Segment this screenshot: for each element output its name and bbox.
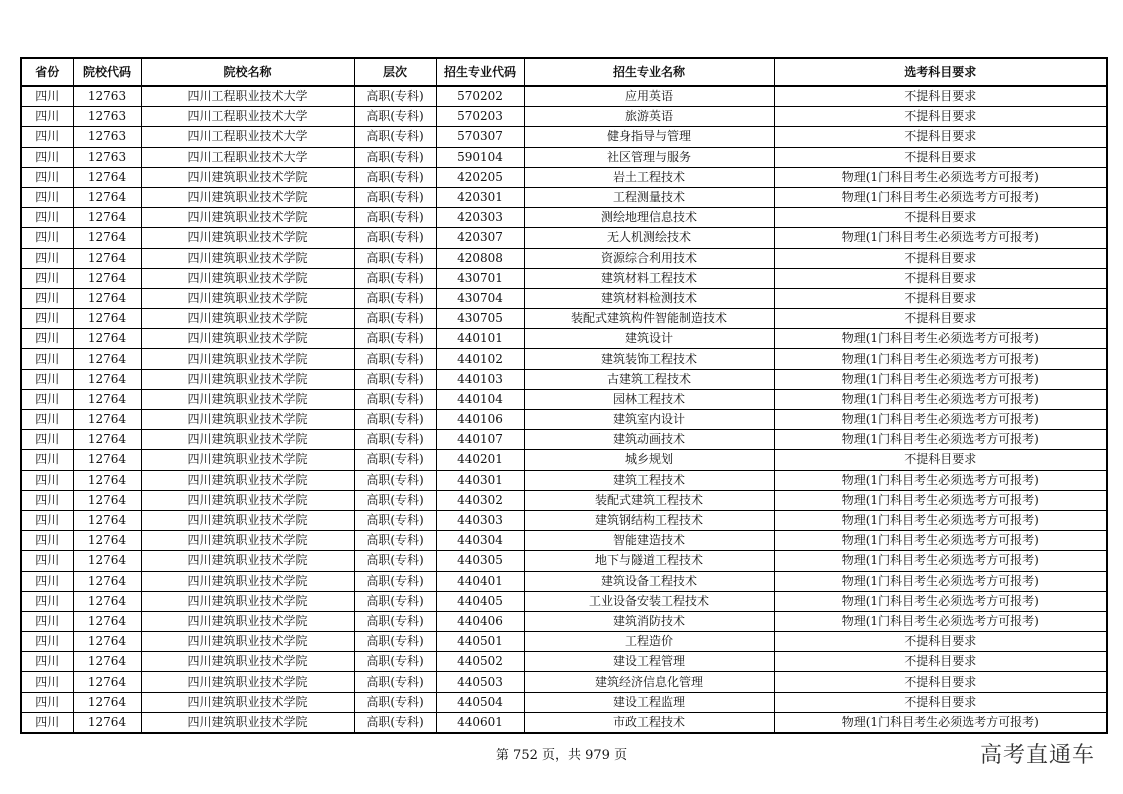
cell-province: 四川 (21, 510, 73, 530)
cell-school-code: 12764 (73, 692, 141, 712)
cell-subject-requirement: 物理(1门科目考生必须选考方可报考) (774, 167, 1107, 187)
cell-school-code: 12764 (73, 531, 141, 551)
cell-school-code: 12764 (73, 450, 141, 470)
cell-province: 四川 (21, 389, 73, 409)
cell-level: 高职(专科) (354, 187, 436, 207)
cell-province: 四川 (21, 551, 73, 571)
cell-major-code: 420303 (436, 208, 524, 228)
cell-province: 四川 (21, 571, 73, 591)
cell-level: 高职(专科) (354, 632, 436, 652)
table-row (21, 450, 1107, 470)
cell-school-code: 12764 (73, 349, 141, 369)
table-row (21, 167, 1107, 187)
cell-school-name: 四川建筑职业技术学院 (141, 369, 354, 389)
header-province: 省份 (21, 58, 73, 86)
cell-major-name: 装配式建筑工程技术 (524, 490, 774, 510)
cell-major-name: 智能建造技术 (524, 531, 774, 551)
table-row (21, 147, 1107, 167)
table-row (21, 510, 1107, 530)
table-row (21, 632, 1107, 652)
cell-school-name: 四川工程职业技术大学 (141, 127, 354, 147)
cell-level: 高职(专科) (354, 389, 436, 409)
cell-school-name: 四川建筑职业技术学院 (141, 349, 354, 369)
cell-subject-requirement: 不提科目要求 (774, 672, 1107, 692)
cell-major-code: 440405 (436, 591, 524, 611)
cell-major-code: 440401 (436, 571, 524, 591)
cell-province: 四川 (21, 410, 73, 430)
cell-subject-requirement: 物理(1门科目考生必须选考方可报考) (774, 490, 1107, 510)
cell-subject-requirement: 物理(1门科目考生必须选考方可报考) (774, 430, 1107, 450)
cell-subject-requirement: 不提科目要求 (774, 309, 1107, 329)
cell-major-name: 建筑经济信息化管理 (524, 672, 774, 692)
cell-major-name: 市政工程技术 (524, 712, 774, 733)
cell-level: 高职(专科) (354, 450, 436, 470)
cell-school-code: 12764 (73, 228, 141, 248)
cell-major-name: 地下与隧道工程技术 (524, 551, 774, 571)
cell-school-name: 四川建筑职业技术学院 (141, 571, 354, 591)
cell-school-code: 12764 (73, 611, 141, 631)
table-row (21, 309, 1107, 329)
cell-school-code: 12764 (73, 208, 141, 228)
cell-level: 高职(专科) (354, 591, 436, 611)
page-number: 第 752 页，共 979 页 (495, 748, 628, 763)
table-row (21, 712, 1107, 733)
cell-major-name: 社区管理与服务 (524, 147, 774, 167)
cell-school-code: 12764 (73, 591, 141, 611)
cell-province: 四川 (21, 611, 73, 631)
cell-subject-requirement: 物理(1门科目考生必须选考方可报考) (774, 369, 1107, 389)
cell-subject-requirement: 物理(1门科目考生必须选考方可报考) (774, 551, 1107, 571)
cell-subject-requirement: 不提科目要求 (774, 86, 1107, 107)
table-row (21, 268, 1107, 288)
table-row (21, 187, 1107, 207)
cell-province: 四川 (21, 490, 73, 510)
cell-province: 四川 (21, 470, 73, 490)
cell-major-code: 440304 (436, 531, 524, 551)
table-row (21, 430, 1107, 450)
cell-subject-requirement: 物理(1门科目考生必须选考方可报考) (774, 510, 1107, 530)
cell-level: 高职(专科) (354, 309, 436, 329)
cell-school-code: 12764 (73, 712, 141, 733)
cell-subject-requirement: 不提科目要求 (774, 127, 1107, 147)
cell-school-code: 12764 (73, 672, 141, 692)
cell-level: 高职(专科) (354, 329, 436, 349)
cell-school-name: 四川建筑职业技术学院 (141, 208, 354, 228)
cell-major-code: 570203 (436, 107, 524, 127)
cell-subject-requirement: 物理(1门科目考生必须选考方可报考) (774, 329, 1107, 349)
cell-major-name: 工程测量技术 (524, 187, 774, 207)
cell-level: 高职(专科) (354, 349, 436, 369)
cell-province: 四川 (21, 187, 73, 207)
cell-school-name: 四川建筑职业技术学院 (141, 632, 354, 652)
cell-major-name: 岩土工程技术 (524, 167, 774, 187)
table-row (21, 410, 1107, 430)
cell-school-name: 四川建筑职业技术学院 (141, 450, 354, 470)
table-header-row (21, 58, 1107, 86)
cell-school-name: 四川建筑职业技术学院 (141, 187, 354, 207)
cell-school-name: 四川建筑职业技术学院 (141, 430, 354, 450)
cell-major-code: 440103 (436, 369, 524, 389)
cell-school-name: 四川建筑职业技术学院 (141, 672, 354, 692)
cell-province: 四川 (21, 672, 73, 692)
table-row (21, 349, 1107, 369)
cell-school-name: 四川建筑职业技术学院 (141, 712, 354, 733)
cell-major-name: 建筑材料工程技术 (524, 268, 774, 288)
cell-school-name: 四川建筑职业技术学院 (141, 490, 354, 510)
cell-school-name: 四川建筑职业技术学院 (141, 248, 354, 268)
cell-subject-requirement: 不提科目要求 (774, 208, 1107, 228)
table-row (21, 531, 1107, 551)
header-major-code: 招生专业代码 (436, 58, 524, 86)
cell-school-name: 四川建筑职业技术学院 (141, 611, 354, 631)
cell-level: 高职(专科) (354, 692, 436, 712)
cell-level: 高职(专科) (354, 268, 436, 288)
cell-school-name: 四川建筑职业技术学院 (141, 410, 354, 430)
cell-province: 四川 (21, 309, 73, 329)
cell-school-code: 12764 (73, 652, 141, 672)
cell-major-code: 440104 (436, 389, 524, 409)
cell-province: 四川 (21, 208, 73, 228)
cell-major-code: 430701 (436, 268, 524, 288)
table-row (21, 611, 1107, 631)
cell-subject-requirement: 不提科目要求 (774, 248, 1107, 268)
cell-school-name: 四川建筑职业技术学院 (141, 309, 354, 329)
cell-major-code: 440101 (436, 329, 524, 349)
cell-school-name: 四川工程职业技术大学 (141, 86, 354, 107)
cell-level: 高职(专科) (354, 672, 436, 692)
table-row (21, 208, 1107, 228)
cell-province: 四川 (21, 450, 73, 470)
table-row (21, 389, 1107, 409)
cell-school-code: 12764 (73, 389, 141, 409)
cell-province: 四川 (21, 86, 73, 107)
cell-level: 高职(专科) (354, 369, 436, 389)
cell-major-name: 城乡规划 (524, 450, 774, 470)
cell-school-code: 12764 (73, 369, 141, 389)
cell-major-name: 建筑设备工程技术 (524, 571, 774, 591)
cell-province: 四川 (21, 107, 73, 127)
cell-province: 四川 (21, 288, 73, 308)
cell-school-code: 12763 (73, 107, 141, 127)
cell-major-code: 430704 (436, 288, 524, 308)
cell-school-code: 12764 (73, 410, 141, 430)
cell-province: 四川 (21, 248, 73, 268)
table-row (21, 329, 1107, 349)
cell-major-name: 健身指导与管理 (524, 127, 774, 147)
cell-school-code: 12764 (73, 329, 141, 349)
cell-major-code: 440106 (436, 410, 524, 430)
cell-major-name: 旅游英语 (524, 107, 774, 127)
admissions-table (20, 57, 1108, 734)
cell-subject-requirement: 物理(1门科目考生必须选考方可报考) (774, 410, 1107, 430)
cell-level: 高职(专科) (354, 147, 436, 167)
watermark-logo-text: 高考直通车 (979, 743, 1095, 768)
cell-subject-requirement: 物理(1门科目考生必须选考方可报考) (774, 349, 1107, 369)
cell-level: 高职(专科) (354, 430, 436, 450)
header-subject-requirement: 选考科目要求 (774, 58, 1107, 86)
cell-school-name: 四川工程职业技术大学 (141, 147, 354, 167)
cell-school-code: 12764 (73, 288, 141, 308)
table-row (21, 551, 1107, 571)
cell-subject-requirement: 不提科目要求 (774, 450, 1107, 470)
cell-school-code: 12763 (73, 147, 141, 167)
cell-level: 高职(专科) (354, 571, 436, 591)
cell-major-code: 420307 (436, 228, 524, 248)
cell-school-name: 四川建筑职业技术学院 (141, 692, 354, 712)
cell-major-code: 440303 (436, 510, 524, 530)
cell-major-code: 420808 (436, 248, 524, 268)
cell-major-name: 古建筑工程技术 (524, 369, 774, 389)
cell-level: 高职(专科) (354, 86, 436, 107)
cell-major-name: 装配式建筑构件智能制造技术 (524, 309, 774, 329)
cell-school-name: 四川工程职业技术大学 (141, 107, 354, 127)
cell-school-code: 12764 (73, 551, 141, 571)
cell-major-name: 资源综合利用技术 (524, 248, 774, 268)
cell-school-code: 12763 (73, 127, 141, 147)
cell-school-name: 四川建筑职业技术学院 (141, 591, 354, 611)
cell-school-code: 12764 (73, 632, 141, 652)
cell-major-name: 测绘地理信息技术 (524, 208, 774, 228)
cell-level: 高职(专科) (354, 107, 436, 127)
table-row (21, 652, 1107, 672)
cell-province: 四川 (21, 430, 73, 450)
cell-province: 四川 (21, 228, 73, 248)
cell-province: 四川 (21, 349, 73, 369)
cell-major-code: 440302 (436, 490, 524, 510)
cell-level: 高职(专科) (354, 127, 436, 147)
cell-province: 四川 (21, 531, 73, 551)
cell-major-name: 建筑工程技术 (524, 470, 774, 490)
cell-level: 高职(专科) (354, 167, 436, 187)
cell-major-name: 建设工程监理 (524, 692, 774, 712)
cell-major-code: 440503 (436, 672, 524, 692)
table-row (21, 591, 1107, 611)
cell-school-code: 12764 (73, 571, 141, 591)
cell-subject-requirement: 物理(1门科目考生必须选考方可报考) (774, 470, 1107, 490)
cell-major-code: 430705 (436, 309, 524, 329)
cell-school-code: 12764 (73, 268, 141, 288)
cell-major-code: 570202 (436, 86, 524, 107)
cell-school-name: 四川建筑职业技术学院 (141, 288, 354, 308)
cell-province: 四川 (21, 329, 73, 349)
table-row (21, 228, 1107, 248)
cell-subject-requirement: 不提科目要求 (774, 288, 1107, 308)
cell-subject-requirement: 物理(1门科目考生必须选考方可报考) (774, 591, 1107, 611)
cell-major-code: 420301 (436, 187, 524, 207)
cell-level: 高职(专科) (354, 551, 436, 571)
cell-major-name: 建筑室内设计 (524, 410, 774, 430)
cell-school-code: 12764 (73, 430, 141, 450)
cell-province: 四川 (21, 712, 73, 733)
cell-major-name: 建筑消防技术 (524, 611, 774, 631)
cell-level: 高职(专科) (354, 288, 436, 308)
cell-major-code: 440102 (436, 349, 524, 369)
cell-province: 四川 (21, 268, 73, 288)
cell-school-code: 12764 (73, 248, 141, 268)
cell-subject-requirement: 物理(1门科目考生必须选考方可报考) (774, 531, 1107, 551)
cell-school-code: 12764 (73, 470, 141, 490)
cell-school-name: 四川建筑职业技术学院 (141, 652, 354, 672)
cell-major-code: 420205 (436, 167, 524, 187)
table-row (21, 571, 1107, 591)
cell-major-code: 440502 (436, 652, 524, 672)
cell-level: 高职(专科) (354, 652, 436, 672)
cell-school-code: 12764 (73, 490, 141, 510)
cell-major-name: 工业设备安装工程技术 (524, 591, 774, 611)
header-major-name: 招生专业名称 (524, 58, 774, 86)
cell-school-code: 12764 (73, 187, 141, 207)
cell-school-code: 12764 (73, 167, 141, 187)
cell-school-name: 四川建筑职业技术学院 (141, 228, 354, 248)
cell-major-code: 440301 (436, 470, 524, 490)
cell-major-name: 建筑动画技术 (524, 430, 774, 450)
header-school-code: 院校代码 (73, 58, 141, 86)
table-row (21, 107, 1107, 127)
cell-major-name: 建筑钢结构工程技术 (524, 510, 774, 530)
cell-level: 高职(专科) (354, 248, 436, 268)
cell-level: 高职(专科) (354, 510, 436, 530)
cell-major-code: 570307 (436, 127, 524, 147)
cell-major-code: 590104 (436, 147, 524, 167)
cell-major-name: 建筑设计 (524, 329, 774, 349)
cell-major-name: 无人机测绘技术 (524, 228, 774, 248)
cell-major-code: 440305 (436, 551, 524, 571)
cell-province: 四川 (21, 591, 73, 611)
cell-province: 四川 (21, 632, 73, 652)
cell-province: 四川 (21, 167, 73, 187)
cell-school-name: 四川建筑职业技术学院 (141, 389, 354, 409)
cell-major-code: 440201 (436, 450, 524, 470)
cell-province: 四川 (21, 369, 73, 389)
cell-major-code: 440504 (436, 692, 524, 712)
cell-level: 高职(专科) (354, 470, 436, 490)
cell-subject-requirement: 不提科目要求 (774, 268, 1107, 288)
cell-subject-requirement: 物理(1门科目考生必须选考方可报考) (774, 712, 1107, 733)
table-row (21, 369, 1107, 389)
cell-subject-requirement: 不提科目要求 (774, 107, 1107, 127)
cell-province: 四川 (21, 692, 73, 712)
cell-major-code: 440601 (436, 712, 524, 733)
cell-major-name: 建筑材料检测技术 (524, 288, 774, 308)
cell-school-code: 12764 (73, 510, 141, 530)
cell-level: 高职(专科) (354, 611, 436, 631)
cell-subject-requirement: 物理(1门科目考生必须选考方可报考) (774, 389, 1107, 409)
cell-level: 高职(专科) (354, 228, 436, 248)
cell-major-name: 工程造价 (524, 632, 774, 652)
cell-school-name: 四川建筑职业技术学院 (141, 329, 354, 349)
table-row (21, 288, 1107, 308)
cell-province: 四川 (21, 652, 73, 672)
table-row (21, 490, 1107, 510)
header-level: 层次 (354, 58, 436, 86)
cell-major-code: 440107 (436, 430, 524, 450)
cell-subject-requirement: 物理(1门科目考生必须选考方可报考) (774, 571, 1107, 591)
cell-school-code: 12764 (73, 309, 141, 329)
cell-subject-requirement: 物理(1门科目考生必须选考方可报考) (774, 611, 1107, 631)
cell-school-name: 四川建筑职业技术学院 (141, 531, 354, 551)
cell-school-name: 四川建筑职业技术学院 (141, 167, 354, 187)
header-school-name: 院校名称 (141, 58, 354, 86)
table-row (21, 470, 1107, 490)
cell-province: 四川 (21, 147, 73, 167)
cell-level: 高职(专科) (354, 531, 436, 551)
cell-major-code: 440501 (436, 632, 524, 652)
cell-subject-requirement: 不提科目要求 (774, 632, 1107, 652)
cell-major-name: 建筑装饰工程技术 (524, 349, 774, 369)
cell-subject-requirement: 不提科目要求 (774, 652, 1107, 672)
cell-major-name: 建设工程管理 (524, 652, 774, 672)
cell-major-code: 440406 (436, 611, 524, 631)
cell-level: 高职(专科) (354, 712, 436, 733)
table-row (21, 86, 1107, 107)
table-row (21, 692, 1107, 712)
cell-major-name: 园林工程技术 (524, 389, 774, 409)
cell-subject-requirement: 不提科目要求 (774, 692, 1107, 712)
cell-major-name: 应用英语 (524, 86, 774, 107)
table-body (21, 86, 1107, 733)
table-row (21, 672, 1107, 692)
cell-subject-requirement: 不提科目要求 (774, 147, 1107, 167)
table-row (21, 127, 1107, 147)
cell-level: 高职(专科) (354, 490, 436, 510)
cell-school-name: 四川建筑职业技术学院 (141, 268, 354, 288)
table-row (21, 248, 1107, 268)
cell-level: 高职(专科) (354, 410, 436, 430)
cell-school-code: 12763 (73, 86, 141, 107)
cell-level: 高职(专科) (354, 208, 436, 228)
cell-subject-requirement: 物理(1门科目考生必须选考方可报考) (774, 187, 1107, 207)
cell-province: 四川 (21, 127, 73, 147)
cell-school-name: 四川建筑职业技术学院 (141, 551, 354, 571)
cell-subject-requirement: 物理(1门科目考生必须选考方可报考) (774, 228, 1107, 248)
cell-school-name: 四川建筑职业技术学院 (141, 470, 354, 490)
cell-school-name: 四川建筑职业技术学院 (141, 510, 354, 530)
